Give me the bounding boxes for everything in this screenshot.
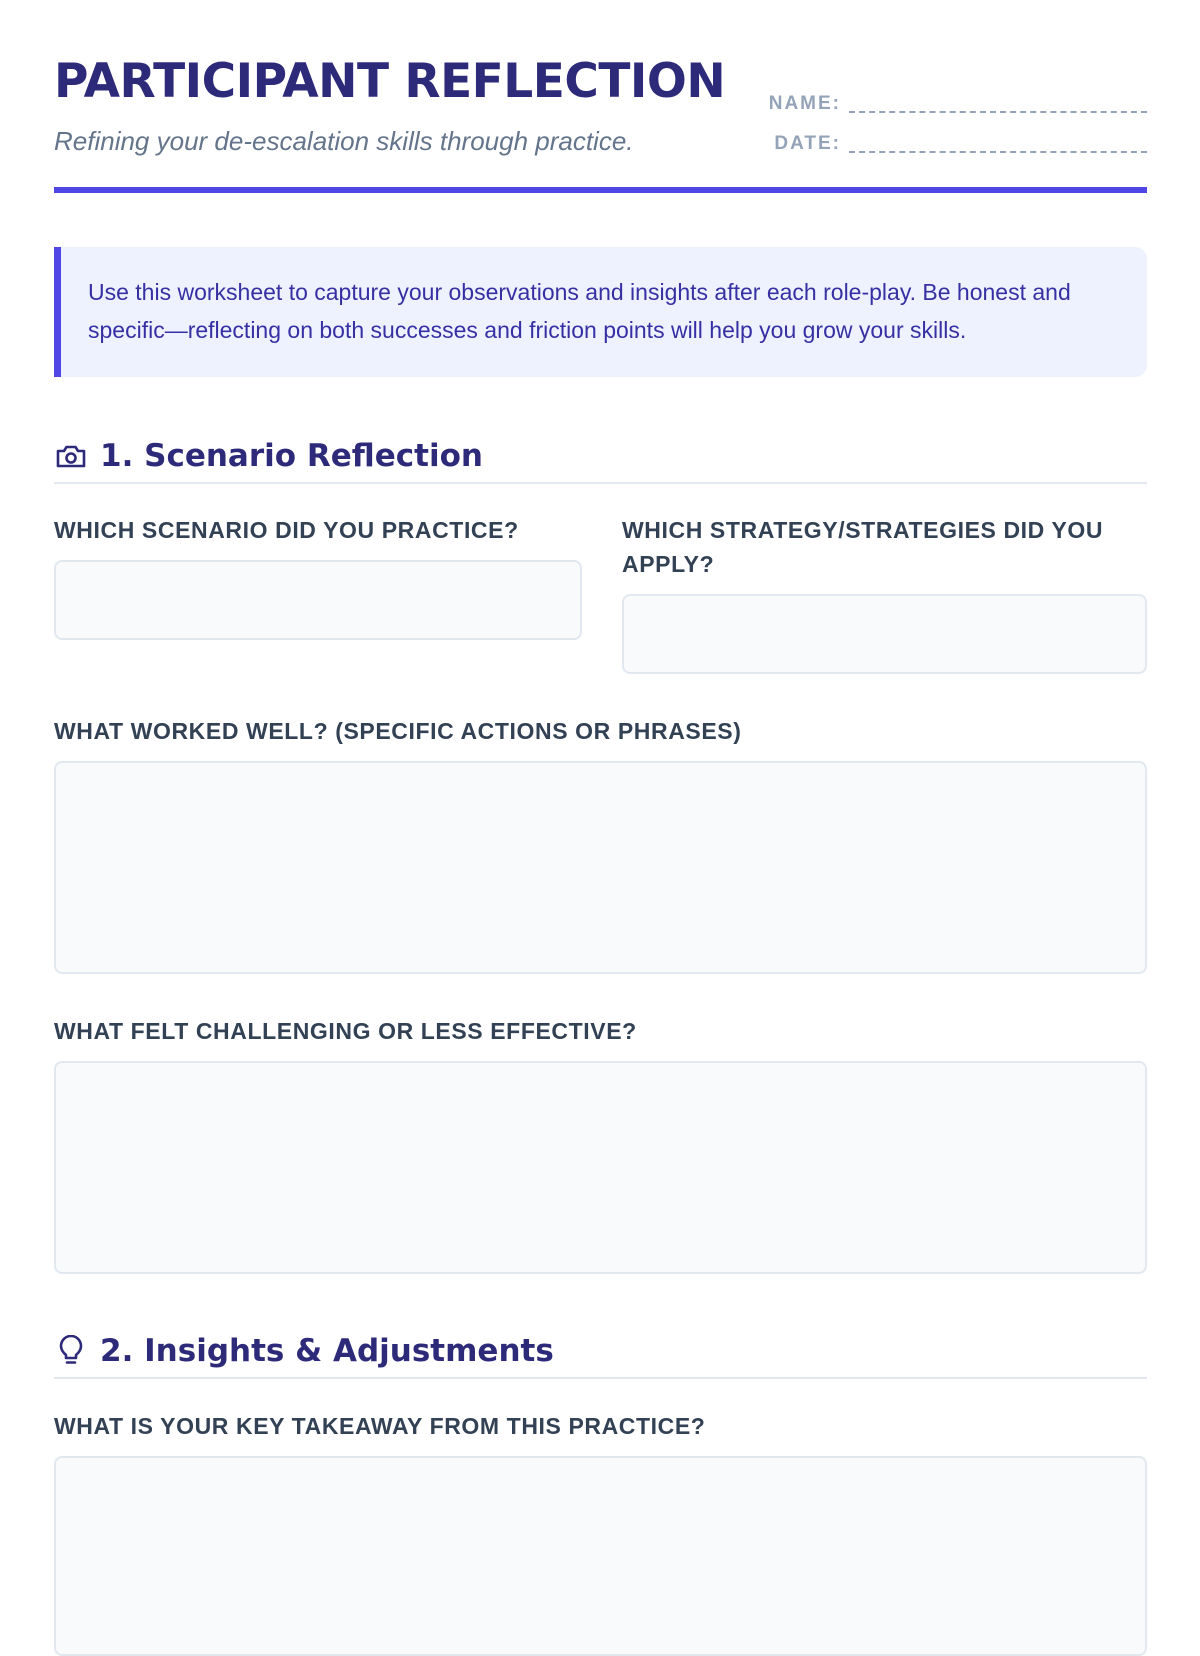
header-divider xyxy=(54,187,1147,193)
field-label-worked-well: WHAT WORKED WELL? (SPECIFIC ACTIONS OR PHRASES) xyxy=(54,718,742,744)
name-field[interactable] xyxy=(767,92,1147,116)
intro-callout xyxy=(54,247,1147,377)
field-label-strategies: WHICH STRATEGY/STRATEGIES DID YOU APPLY? xyxy=(622,517,1104,577)
intro-text: Use this worksheet to capture your observations and insights after each role-play. Be honest and specific—reflecting on both successes and friction points will help you grow your skills. xyxy=(88,279,1071,343)
field-label-key-takeaway: WHAT IS YOUR KEY TAKEAWAY FROM THIS PRACTICE? xyxy=(54,1413,706,1439)
field-label-challenging: WHAT FELT CHALLENGING OR LESS EFFECTIVE? xyxy=(54,1018,637,1044)
page-title: PARTICIPANT REFLECTION xyxy=(54,54,726,109)
camera-icon xyxy=(54,439,88,473)
strategies-input[interactable] xyxy=(622,594,1147,674)
challenging-textarea[interactable] xyxy=(54,1061,1147,1274)
worksheet-page xyxy=(54,0,1147,1439)
lightbulb-icon xyxy=(54,1334,88,1368)
field-label-scenario: WHICH SCENARIO DID YOU PRACTICE? xyxy=(54,517,519,543)
name-label: NAME: xyxy=(768,93,841,114)
section-insights-adjustments xyxy=(54,1325,1147,1379)
section-title: 2. Insights & Adjustments xyxy=(100,1333,554,1369)
page-header xyxy=(54,0,1147,193)
page-subtitle: Refining your de-escalation skills through practice. xyxy=(54,126,634,156)
date-line[interactable] xyxy=(849,137,1147,153)
worked-well-textarea[interactable] xyxy=(54,761,1147,974)
name-line[interactable] xyxy=(849,97,1147,113)
key-takeaway-textarea[interactable] xyxy=(54,1456,1147,1656)
date-label: DATE: xyxy=(774,133,841,154)
section-scenario-reflection xyxy=(54,430,1147,484)
scenario-input[interactable] xyxy=(54,560,582,640)
section-title: 1. Scenario Reflection xyxy=(100,438,483,474)
date-field[interactable] xyxy=(767,132,1147,156)
